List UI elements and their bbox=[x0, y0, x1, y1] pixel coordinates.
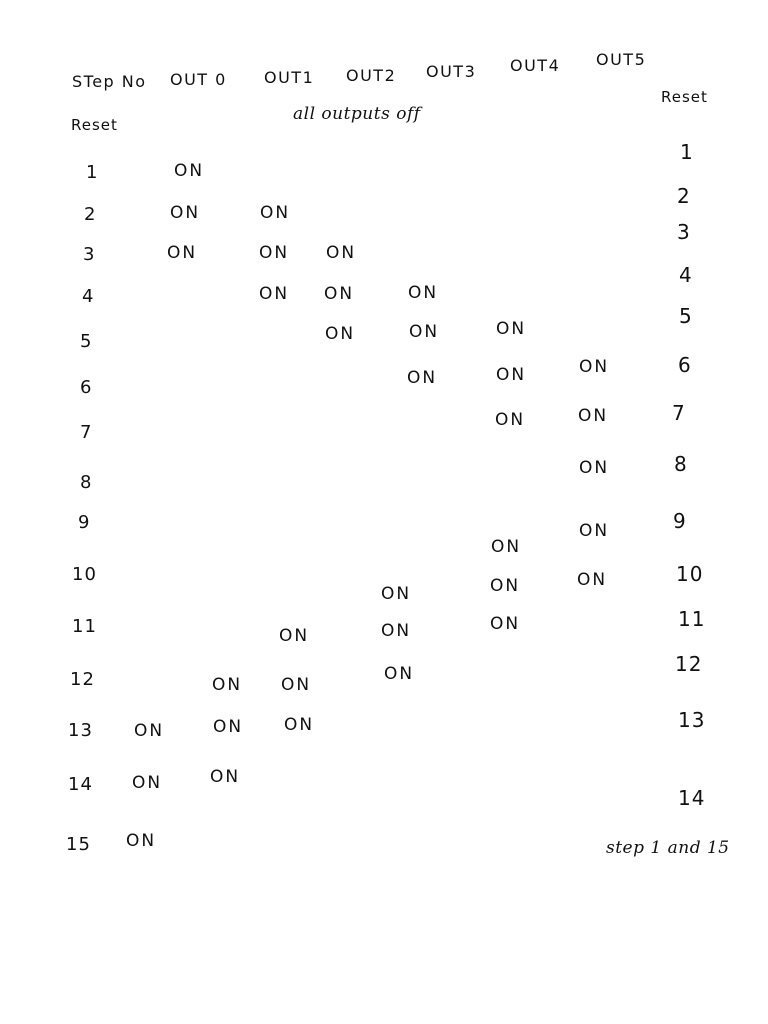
header-out1: OUT1 bbox=[264, 68, 315, 87]
right-step-number: 8 bbox=[674, 452, 688, 476]
step-number: 9 bbox=[78, 512, 91, 533]
on-mark: ON bbox=[578, 406, 609, 426]
on-mark: ON bbox=[381, 621, 412, 641]
on-mark: ON bbox=[260, 203, 291, 223]
on-mark: ON bbox=[490, 614, 521, 634]
right-step-number: 3 bbox=[677, 220, 691, 244]
right-step-number: 1 bbox=[680, 140, 694, 164]
header-out0: OUT 0 bbox=[170, 70, 227, 89]
step-1-and-15-note: step 1 and 15 bbox=[606, 838, 730, 858]
right-step-number: 10 bbox=[676, 562, 704, 586]
right-step-number: 4 bbox=[679, 263, 693, 287]
on-mark: ON bbox=[490, 576, 521, 596]
right-step-number: 13 bbox=[678, 708, 706, 732]
reset-left-label: Reset bbox=[71, 116, 118, 134]
right-step-number: 7 bbox=[672, 401, 686, 425]
header-step-no: STep No bbox=[72, 72, 147, 91]
on-mark: ON bbox=[213, 717, 244, 737]
on-mark: ON bbox=[210, 767, 241, 787]
on-mark: ON bbox=[577, 570, 608, 590]
on-mark: ON bbox=[326, 243, 357, 263]
on-mark: ON bbox=[167, 243, 198, 263]
on-mark: ON bbox=[281, 675, 312, 695]
step-number: 2 bbox=[84, 204, 97, 225]
right-step-number: 6 bbox=[678, 353, 692, 377]
on-mark: ON bbox=[579, 458, 610, 478]
header-out5: OUT5 bbox=[596, 50, 647, 69]
on-mark: ON bbox=[134, 721, 165, 741]
step-number: 3 bbox=[83, 244, 96, 265]
step-number: 8 bbox=[80, 472, 93, 493]
on-mark: ON bbox=[579, 357, 610, 377]
step-number: 5 bbox=[80, 331, 93, 352]
all-outputs-off-note: all outputs off bbox=[293, 104, 421, 124]
header-out4: OUT4 bbox=[510, 56, 561, 75]
on-mark: ON bbox=[170, 203, 201, 223]
on-mark: ON bbox=[126, 831, 157, 851]
on-mark: ON bbox=[408, 283, 439, 303]
on-mark: ON bbox=[381, 584, 412, 604]
on-mark: ON bbox=[212, 675, 243, 695]
step-number: 10 bbox=[72, 564, 97, 585]
step-number: 6 bbox=[80, 377, 93, 398]
on-mark: ON bbox=[495, 410, 526, 430]
step-number: 11 bbox=[72, 616, 97, 637]
on-mark: ON bbox=[324, 284, 355, 304]
right-step-number: 2 bbox=[677, 184, 691, 208]
on-mark: ON bbox=[491, 537, 522, 557]
on-mark: ON bbox=[384, 664, 415, 684]
on-mark: ON bbox=[132, 773, 163, 793]
right-step-number: 5 bbox=[679, 304, 693, 328]
step-number: 1 bbox=[86, 162, 99, 183]
on-mark: ON bbox=[496, 319, 527, 339]
right-step-number: 11 bbox=[678, 607, 706, 631]
on-mark: ON bbox=[409, 322, 440, 342]
on-mark: ON bbox=[325, 324, 356, 344]
step-number: 13 bbox=[68, 720, 93, 741]
step-number: 14 bbox=[68, 774, 93, 795]
step-number: 12 bbox=[70, 669, 95, 690]
header-out3: OUT3 bbox=[426, 62, 477, 81]
step-number: 7 bbox=[80, 422, 93, 443]
right-step-number: 14 bbox=[678, 786, 706, 810]
step-number: 15 bbox=[66, 834, 91, 855]
on-mark: ON bbox=[174, 161, 205, 181]
on-mark: ON bbox=[279, 626, 310, 646]
header-out2: OUT2 bbox=[346, 66, 397, 85]
on-mark: ON bbox=[579, 521, 610, 541]
on-mark: ON bbox=[259, 243, 290, 263]
on-mark: ON bbox=[284, 715, 315, 735]
right-step-number: 9 bbox=[673, 509, 687, 533]
step-number: 4 bbox=[82, 286, 95, 307]
right-step-number: 12 bbox=[675, 652, 703, 676]
on-mark: ON bbox=[496, 365, 527, 385]
on-mark: ON bbox=[259, 284, 290, 304]
on-mark: ON bbox=[407, 368, 438, 388]
reset-right-label: Reset bbox=[661, 88, 708, 106]
